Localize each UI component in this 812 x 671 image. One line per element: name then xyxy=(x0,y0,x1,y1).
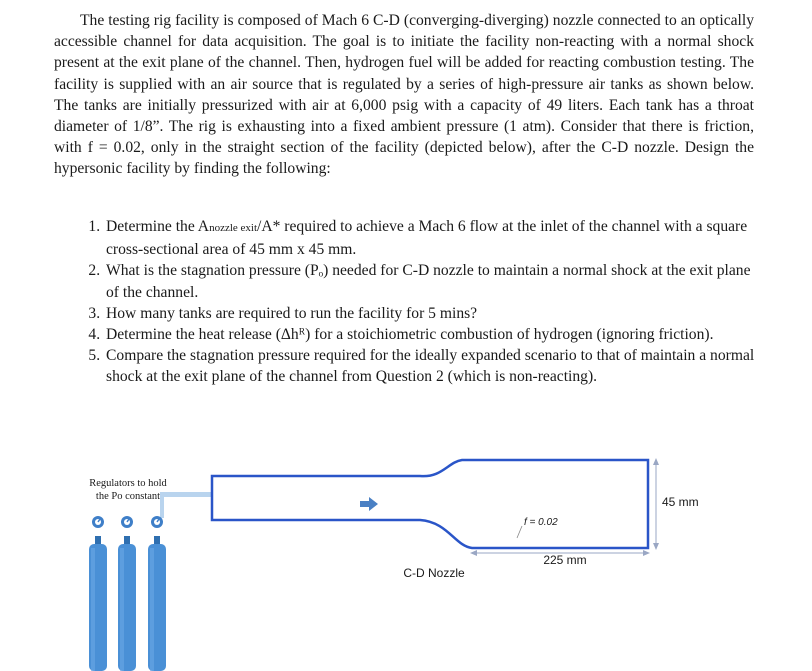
question-list xyxy=(78,216,764,388)
question-item: 1. Determine the Anozzle exit/A* required to achieve a Mach 6 flow at the inlet of the channel with a square cross-sectional area of 45 mm x 45 mm. xyxy=(104,216,764,260)
subscript-nozzle-exit: nozzle exit xyxy=(209,222,258,234)
length-label: 225 mm xyxy=(543,553,587,567)
question-item: 3. How many tanks are required to run the facility for 5 mins? xyxy=(104,303,764,324)
regulator-gauge-icon xyxy=(151,516,163,528)
intro-paragraph: The testing rig facility is composed of Mach 6 C-D (converging-diverging) nozzle connected to an optically accessible channel for data acquisition. The goal is to initiate the facility non-reacting with a normal shock present at the exit plane of the channel. Then, hydrogen fuel will be added for reacting combustion testing. The facility is supplied with an air source that is regulated by a series of high-pressure air tanks as shown below. The tanks are initially pressurized with air at 6,000 psig with a capacity of 49 liters. Each tank has a throat diameter of 1/8”. The rig is exhausting into a fixed ambient pressure (1 atm). Consider that there is friction, with f = 0.02, only in the straight section of the facility (depicted below), after the C-D nozzle. Design the hypersonic facility by finding the following: xyxy=(54,12,754,178)
facility-diagram xyxy=(0,440,812,671)
regulator-gauge-icon xyxy=(121,516,133,528)
question-item: 2. What is the stagnation pressure (Pₒ) needed for C-D nozzle to maintain a normal shock at the exit plane of the channel. xyxy=(104,260,764,302)
height-label: 45 mm xyxy=(662,495,699,509)
supply-pipe xyxy=(160,492,212,497)
friction-label: f = 0.02 xyxy=(524,517,558,528)
nozzle-label: C-D Nozzle xyxy=(403,566,465,580)
supply-pipe-vertical xyxy=(160,492,164,518)
flow-direction-arrow-icon xyxy=(360,497,378,511)
regulator-label-line2: the Po constant xyxy=(95,491,161,502)
question-item: 4. Determine the heat release (Δhᴿ) for a stoichiometric combustion of hydrogen (ignoring friction). xyxy=(104,324,764,345)
question-item: 5. Compare the stagnation pressure required for the ideally expanded scenario to that of maintain a normal shock at the exit plane of the channel from Question 2 (which is non-reacting). xyxy=(104,345,764,387)
air-tank-icon xyxy=(118,536,136,671)
friction-pointer xyxy=(517,526,522,538)
air-tank-icon xyxy=(89,536,107,671)
facility-outline xyxy=(212,460,648,548)
regulator-label-line1: Regulators to hold xyxy=(89,478,167,489)
regulator-gauge-icon xyxy=(92,516,104,528)
air-tank-icon xyxy=(148,536,166,671)
